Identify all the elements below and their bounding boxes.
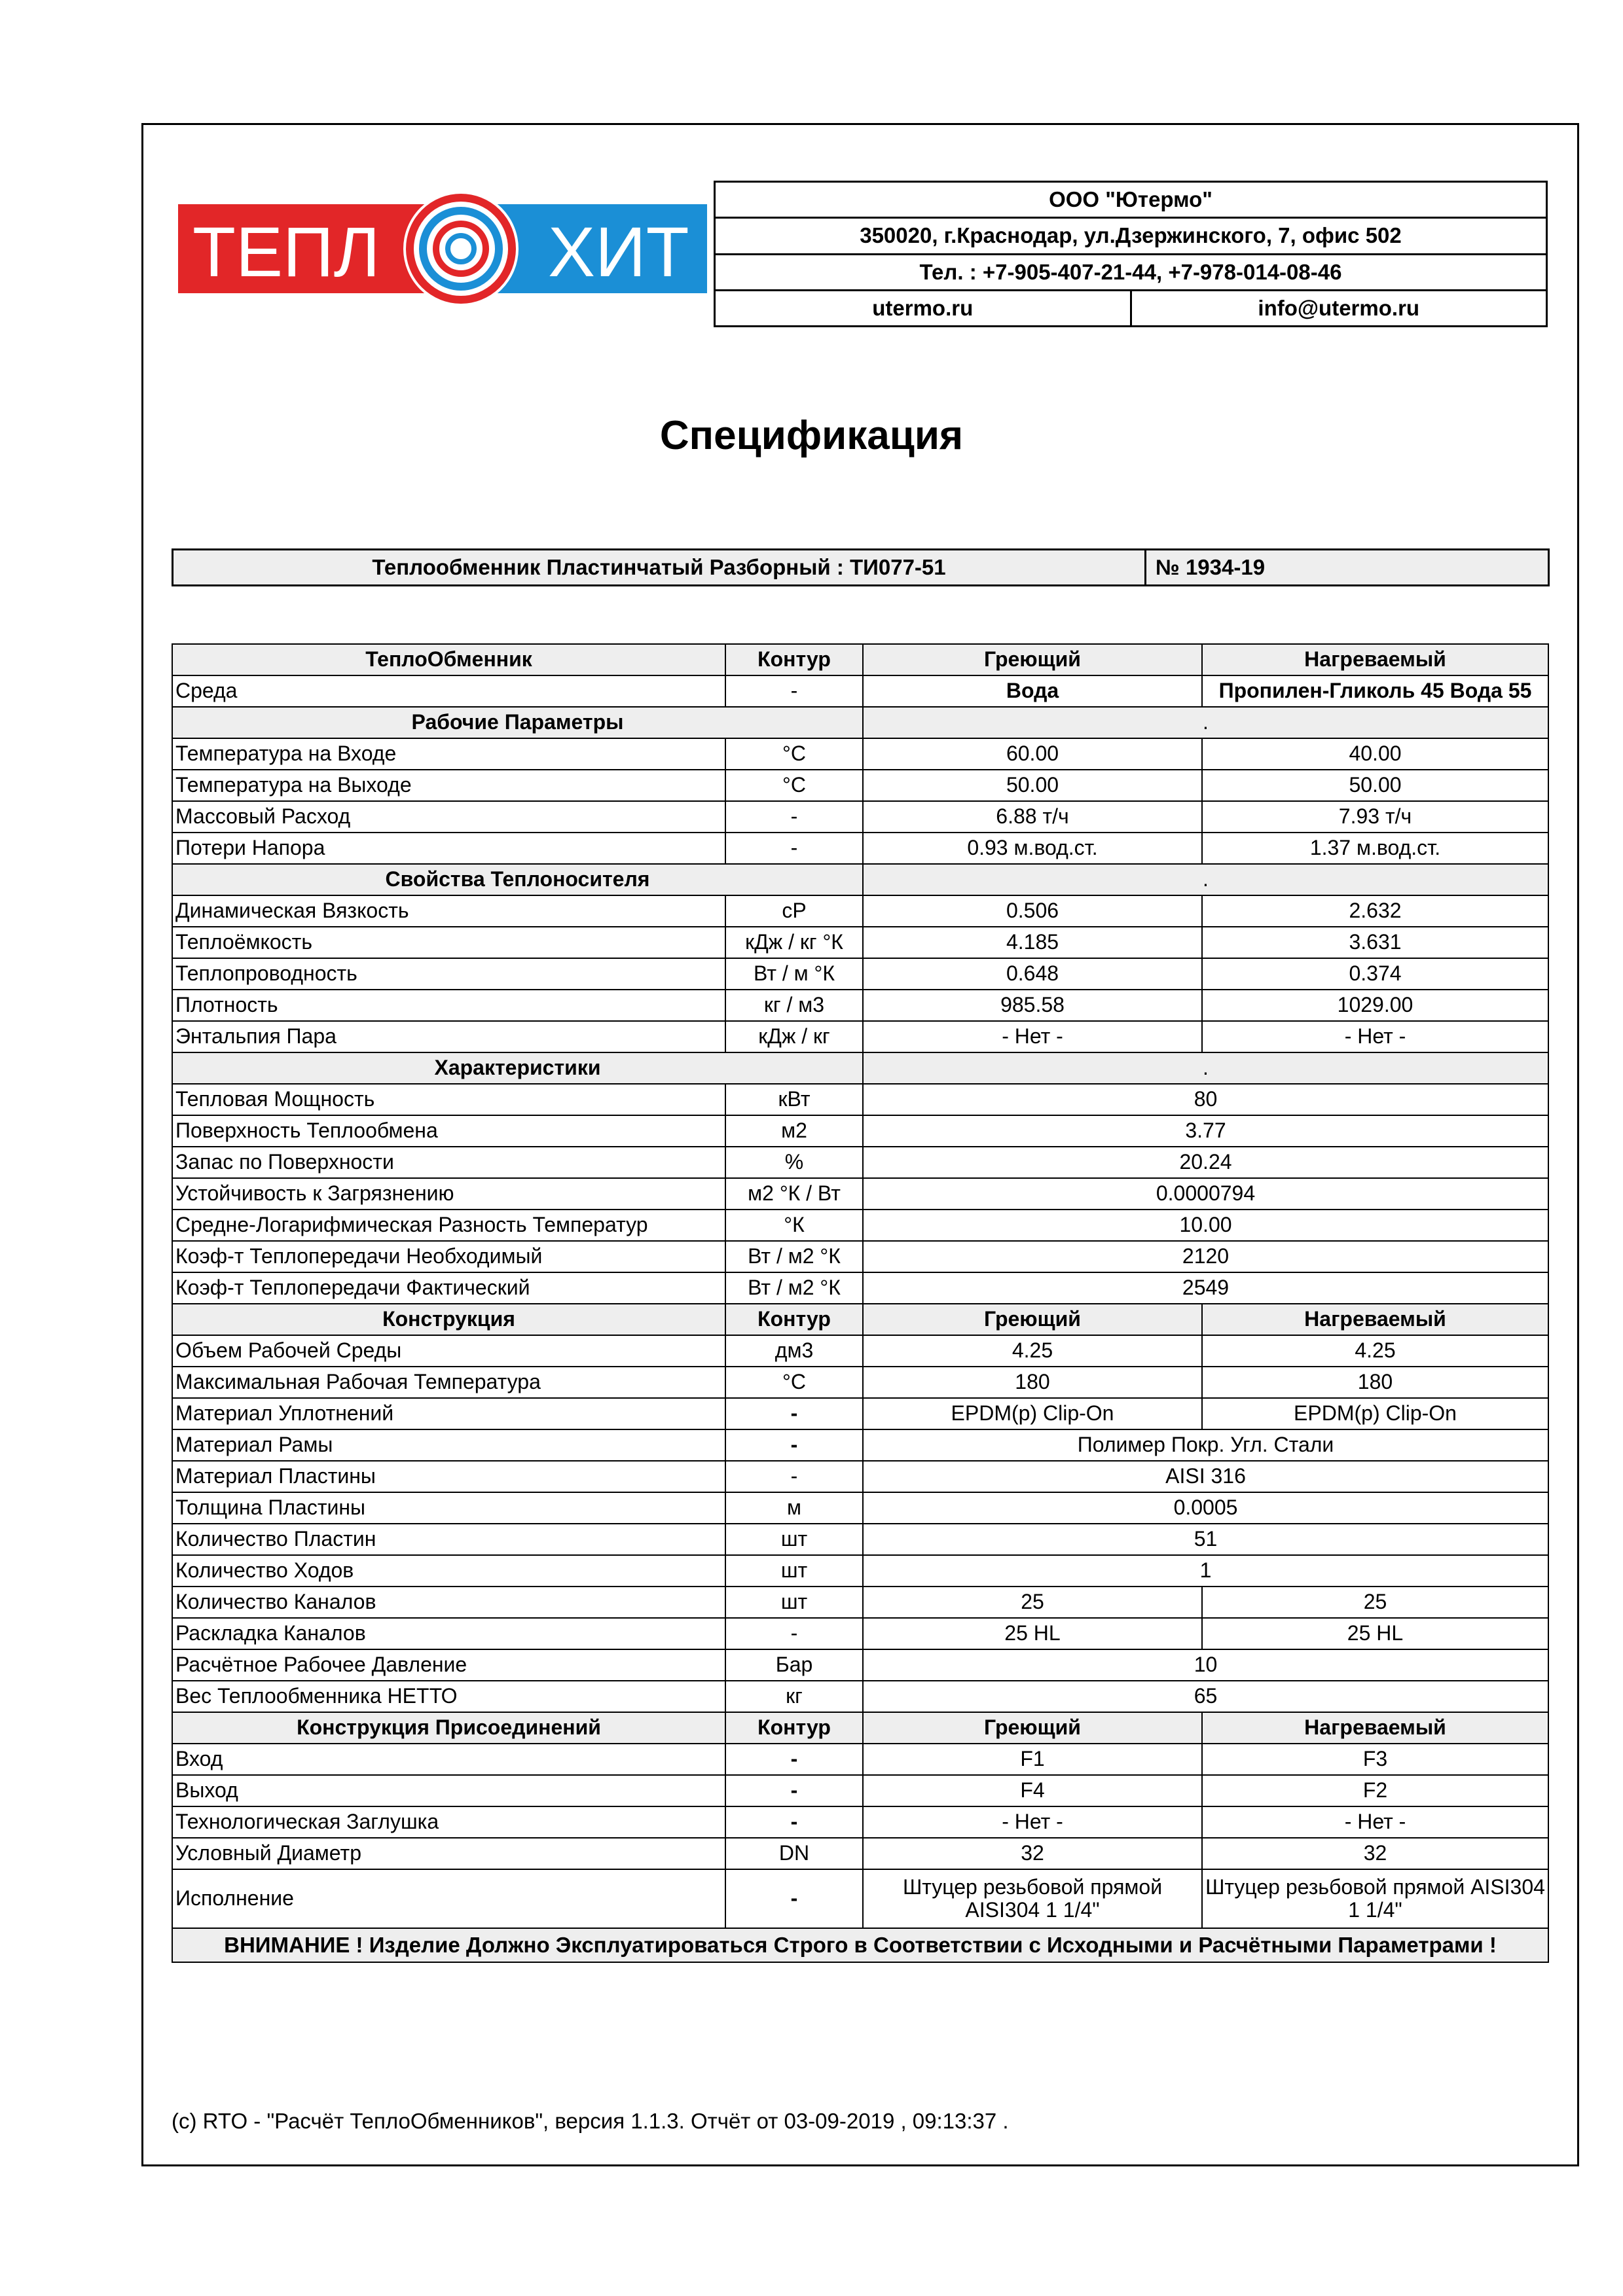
table-row xyxy=(172,1084,1548,1115)
row-label: Количество Пластин xyxy=(172,1524,725,1555)
row-hot: 0.648 xyxy=(863,958,1202,990)
row-cold: 40.00 xyxy=(1202,738,1548,770)
row-label: Раскладка Каналов xyxy=(172,1618,725,1649)
product-bar xyxy=(172,548,1550,586)
row-unit: DN xyxy=(725,1838,863,1869)
row-hot: 0.93 м.вод.ст. xyxy=(863,833,1202,864)
table-row xyxy=(172,1272,1548,1304)
footer-text: (c) RTO - "Расчёт ТеплоОбменников", версия 1.1.3. Отчёт от 03-09-2019 , 09:13:37 . xyxy=(172,2109,1009,2133)
row-unit: % xyxy=(725,1147,863,1178)
row-cold: 0.374 xyxy=(1202,958,1548,990)
header-hot: Греющий xyxy=(863,644,1202,675)
section-title: Свойства Теплоносителя xyxy=(172,864,863,895)
row-unit: м2 °К / Вт xyxy=(725,1178,863,1210)
row-label: Тепловая Мощность xyxy=(172,1084,725,1115)
row-label: Теплоёмкость xyxy=(172,927,725,958)
table-row xyxy=(172,1178,1548,1210)
logo-right-text: ХИТ xyxy=(548,212,689,291)
row-hot: 50.00 xyxy=(863,770,1202,801)
row-label: Материал Пластины xyxy=(172,1461,725,1492)
row-unit: - xyxy=(725,1806,863,1838)
row-label: Массовый Расход xyxy=(172,801,725,833)
row-unit: °C xyxy=(725,1367,863,1398)
company-address: 350020, г.Краснодар, ул.Дзержинского, 7, офис 502 xyxy=(715,218,1547,254)
row-cold: F2 xyxy=(1202,1775,1548,1806)
row-unit: дм3 xyxy=(725,1335,863,1367)
table-row xyxy=(172,770,1548,801)
table-row xyxy=(172,1241,1548,1272)
section-dot: . xyxy=(863,864,1548,895)
row-value: 80 xyxy=(863,1084,1548,1115)
row-label: Условный Диаметр xyxy=(172,1838,725,1869)
table-row xyxy=(172,1429,1548,1461)
row-hot: F1 xyxy=(863,1744,1202,1775)
row-hot: - Нет - xyxy=(863,1021,1202,1052)
row-hot: 4.185 xyxy=(863,927,1202,958)
row-unit: - xyxy=(725,833,863,864)
row-label: Потери Напора xyxy=(172,833,725,864)
row-unit: Бар xyxy=(725,1649,863,1681)
header-cold: Нагреваемый xyxy=(1202,1712,1548,1744)
row-hot: 985.58 xyxy=(863,990,1202,1021)
table-row xyxy=(172,1744,1548,1775)
header-circuit: Контур xyxy=(725,644,863,675)
row-unit: шт xyxy=(725,1524,863,1555)
section-dot: . xyxy=(863,1052,1548,1084)
row-label: Плотность xyxy=(172,990,725,1021)
row-value: 10 xyxy=(863,1649,1548,1681)
row-label: Максимальная Рабочая Температура xyxy=(172,1367,725,1398)
table-row xyxy=(172,1524,1548,1555)
row-value: 0.0000794 xyxy=(863,1178,1548,1210)
row-value: 2120 xyxy=(863,1241,1548,1272)
row-unit: - xyxy=(725,1461,863,1492)
table-row xyxy=(172,1367,1548,1398)
row-label: Исполнение xyxy=(172,1869,725,1928)
row-unit: кВт xyxy=(725,1084,863,1115)
header-hot: Греющий xyxy=(863,1712,1202,1744)
row-label: Материал Уплотнений xyxy=(172,1398,725,1429)
row-label: Среда xyxy=(172,675,725,707)
row-unit: Вт / м2 °К xyxy=(725,1272,863,1304)
table-row xyxy=(172,738,1548,770)
row-hot: 0.506 xyxy=(863,895,1202,927)
row-cold: 25 xyxy=(1202,1587,1548,1618)
row-label: Расчётное Рабочее Давление xyxy=(172,1649,725,1681)
row-unit: - xyxy=(725,801,863,833)
row-unit: °К xyxy=(725,1210,863,1241)
section-title: Конструкция Присоединений xyxy=(172,1712,725,1744)
row-value: 20.24 xyxy=(863,1147,1548,1178)
row-hot: 25 HL xyxy=(863,1618,1202,1649)
table-row xyxy=(172,1838,1548,1869)
row-value: 2549 xyxy=(863,1272,1548,1304)
row-unit: - xyxy=(725,1398,863,1429)
section-props xyxy=(172,864,1548,895)
row-unit: cP xyxy=(725,895,863,927)
row-hot: - Нет - xyxy=(863,1806,1202,1838)
row-label: Вес Теплообменника НЕТТО xyxy=(172,1681,725,1712)
spec-table xyxy=(172,643,1549,1963)
row-hot: 180 xyxy=(863,1367,1202,1398)
table-row xyxy=(172,1492,1548,1524)
table-row xyxy=(172,1775,1548,1806)
company-email[interactable]: info@utermo.ru xyxy=(1131,290,1547,326)
row-hot: Штуцер резьбовой прямой AISI304 1 1/4" xyxy=(863,1869,1202,1928)
row-label: Материал Рамы xyxy=(172,1429,725,1461)
row-hot: 32 xyxy=(863,1838,1202,1869)
table-row xyxy=(172,1335,1548,1367)
company-info-table xyxy=(714,181,1548,327)
row-value: 10.00 xyxy=(863,1210,1548,1241)
row-cold: 180 xyxy=(1202,1367,1548,1398)
teplohit-logo xyxy=(178,187,707,308)
row-unit: Вт / м2 °К xyxy=(725,1241,863,1272)
row-hot: EPDM(p) Clip-On xyxy=(863,1398,1202,1429)
row-unit: кг / м3 xyxy=(725,990,863,1021)
header-circuit: Контур xyxy=(725,1712,863,1744)
row-value: AISI 316 xyxy=(863,1461,1548,1492)
table-row xyxy=(172,1618,1548,1649)
row-unit: м2 xyxy=(725,1115,863,1147)
section-constr xyxy=(172,1304,1548,1335)
row-hot: 4.25 xyxy=(863,1335,1202,1367)
row-unit: м xyxy=(725,1492,863,1524)
logo-left-text: ТЕПЛ xyxy=(192,212,380,291)
row-label: Энтальпия Пара xyxy=(172,1021,725,1052)
row-hot: F4 xyxy=(863,1775,1202,1806)
row-cold: F3 xyxy=(1202,1744,1548,1775)
row-label: Вход xyxy=(172,1744,725,1775)
table-row xyxy=(172,675,1548,707)
row-label: Технологическая Заглушка xyxy=(172,1806,725,1838)
row-unit: кДж / кг xyxy=(725,1021,863,1052)
header-exchanger: ТеплоОбменник xyxy=(172,644,725,675)
row-cold: - Нет - xyxy=(1202,1021,1548,1052)
table-row xyxy=(172,927,1548,958)
section-title: Характеристики xyxy=(172,1052,863,1084)
row-unit: - xyxy=(725,1618,863,1649)
row-cold: - Нет - xyxy=(1202,1806,1548,1838)
table-row xyxy=(172,1461,1548,1492)
row-cold: Штуцер резьбовой прямой AISI304 1 1/4" xyxy=(1202,1869,1548,1928)
row-label: Поверхность Теплообмена xyxy=(172,1115,725,1147)
section-work xyxy=(172,707,1548,738)
row-cold: 1.37 м.вод.ст. xyxy=(1202,833,1548,864)
header-hot: Греющий xyxy=(863,1304,1202,1335)
row-cold: 4.25 xyxy=(1202,1335,1548,1367)
table-row xyxy=(172,1681,1548,1712)
table-row xyxy=(172,1806,1548,1838)
section-title: Рабочие Параметры xyxy=(172,707,863,738)
header-circuit: Контур xyxy=(725,1304,863,1335)
row-cold: 50.00 xyxy=(1202,770,1548,801)
row-label: Температура на Выходе xyxy=(172,770,725,801)
table-row xyxy=(172,833,1548,864)
row-unit: кДж / кг °К xyxy=(725,927,863,958)
product-name: Теплообменник Пластинчатый Разборный : ТИ077-51 xyxy=(173,550,1146,586)
row-cold: 3.631 xyxy=(1202,927,1548,958)
warning-row xyxy=(172,1928,1548,1962)
table-row xyxy=(172,1147,1548,1178)
row-unit: Вт / м °К xyxy=(725,958,863,990)
row-label: Объем Рабочей Среды xyxy=(172,1335,725,1367)
row-value: 0.0005 xyxy=(863,1492,1548,1524)
table-row xyxy=(172,1555,1548,1587)
row-unit: °C xyxy=(725,770,863,801)
table-row xyxy=(172,1869,1548,1928)
page-title: Спецификация xyxy=(659,413,964,458)
row-cold: EPDM(p) Clip-On xyxy=(1202,1398,1548,1429)
row-hot: Вода xyxy=(863,675,1202,707)
product-number: № 1934-19 xyxy=(1146,550,1549,586)
row-cold: 2.632 xyxy=(1202,895,1548,927)
row-unit: - xyxy=(725,1869,863,1928)
row-label: Средне-Логарифмическая Разность Температур xyxy=(172,1210,725,1241)
row-unit: - xyxy=(725,1429,863,1461)
header-row xyxy=(172,644,1548,675)
row-unit: - xyxy=(725,1775,863,1806)
row-value: 3.77 xyxy=(863,1115,1548,1147)
table-row xyxy=(172,1021,1548,1052)
row-unit: шт xyxy=(725,1555,863,1587)
row-value: 1 xyxy=(863,1555,1548,1587)
row-value: Полимер Покр. Угл. Стали xyxy=(863,1429,1548,1461)
row-unit: °C xyxy=(725,738,863,770)
section-conn xyxy=(172,1712,1548,1744)
row-unit: шт xyxy=(725,1587,863,1618)
row-label: Устойчивость к Загрязнению xyxy=(172,1178,725,1210)
company-site[interactable]: utermo.ru xyxy=(715,290,1131,326)
row-label: Динамическая Вязкость xyxy=(172,895,725,927)
row-label: Температура на Входе xyxy=(172,738,725,770)
row-cold: Пропилен-Гликоль 45 Вода 55 xyxy=(1202,675,1548,707)
row-label: Выход xyxy=(172,1775,725,1806)
warning-text: ВНИМАНИЕ ! Изделие Должно Эксплуатироваться Строго в Соответствии с Исходными и Расчётными Параметрами ! xyxy=(172,1928,1548,1962)
header-cold: Нагреваемый xyxy=(1202,644,1548,675)
section-dot: . xyxy=(863,707,1548,738)
row-unit: кг xyxy=(725,1681,863,1712)
row-label: Теплопроводность xyxy=(172,958,725,990)
row-label: Количество Каналов xyxy=(172,1587,725,1618)
table-row xyxy=(172,895,1548,927)
table-row xyxy=(172,958,1548,990)
table-row xyxy=(172,1587,1548,1618)
table-row xyxy=(172,1210,1548,1241)
company-name: ООО "Ютермо" xyxy=(715,182,1547,218)
row-cold: 25 HL xyxy=(1202,1618,1548,1649)
header-cold: Нагреваемый xyxy=(1202,1304,1548,1335)
row-label: Количество Ходов xyxy=(172,1555,725,1587)
section-title: Конструкция xyxy=(172,1304,725,1335)
section-char xyxy=(172,1052,1548,1084)
row-hot: 25 xyxy=(863,1587,1202,1618)
row-hot: 6.88 т/ч xyxy=(863,801,1202,833)
row-value: 51 xyxy=(863,1524,1548,1555)
row-hot: 60.00 xyxy=(863,738,1202,770)
table-row xyxy=(172,801,1548,833)
row-label: Коэф-т Теплопередачи Необходимый xyxy=(172,1241,725,1272)
row-label: Толщина Пластины xyxy=(172,1492,725,1524)
row-unit: - xyxy=(725,1744,863,1775)
row-cold: 7.93 т/ч xyxy=(1202,801,1548,833)
table-row xyxy=(172,1649,1548,1681)
table-row xyxy=(172,990,1548,1021)
row-label: Запас по Поверхности xyxy=(172,1147,725,1178)
table-row xyxy=(172,1398,1548,1429)
row-cold: 32 xyxy=(1202,1838,1548,1869)
table-row xyxy=(172,1115,1548,1147)
row-value: 65 xyxy=(863,1681,1548,1712)
row-unit: - xyxy=(725,675,863,707)
row-cold: 1029.00 xyxy=(1202,990,1548,1021)
company-phone: Тел. : +7-905-407-21-44, +7-978-014-08-46 xyxy=(715,254,1547,290)
row-label: Коэф-т Теплопередачи Фактический xyxy=(172,1272,725,1304)
